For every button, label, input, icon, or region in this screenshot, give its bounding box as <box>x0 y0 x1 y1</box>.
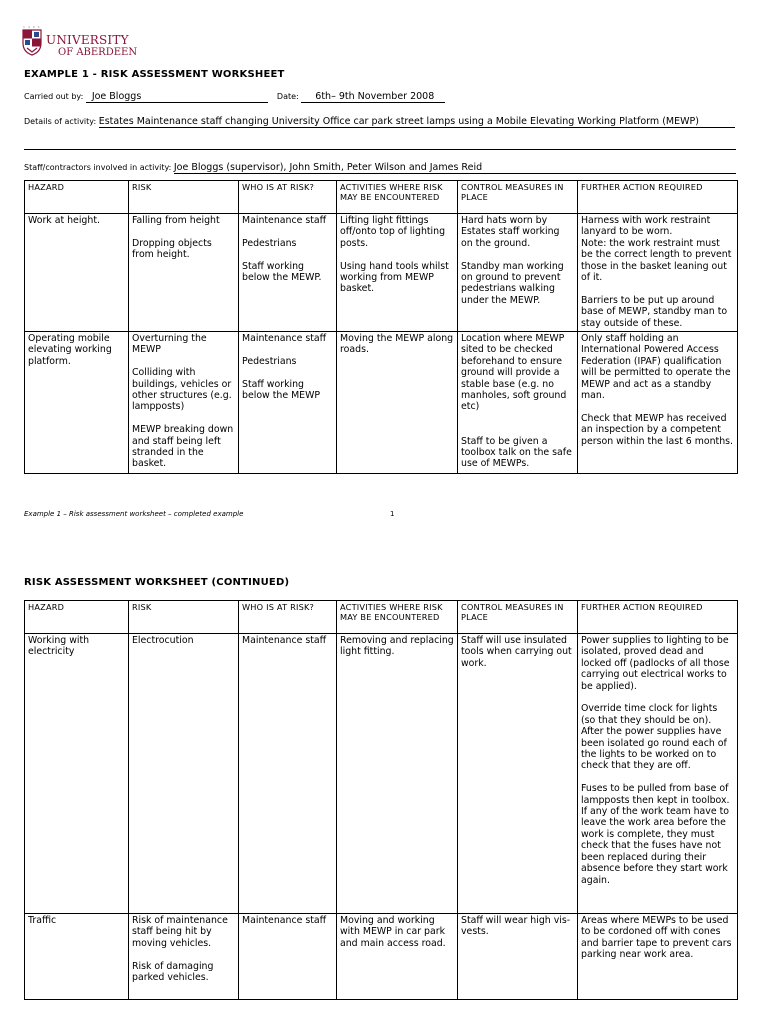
cell-text: Moving and working with MEWP in car park and main access road. <box>340 915 446 949</box>
page-number: 1 <box>390 510 395 518</box>
table-row <box>25 332 738 474</box>
carried-out-value: Joe Bloggs <box>86 91 268 103</box>
cell-who <box>239 634 337 914</box>
cell-further <box>578 914 738 1000</box>
cell-text: Note: the work restraint must be the correct length to prevent those in the basket leaning out of it. <box>581 237 732 284</box>
header-further: FURTHER ACTION REQUIRED <box>578 601 738 634</box>
cell-text: Barriers to be put up around base of MEWP, standby man to stay outside of these. <box>581 294 728 329</box>
cell-text: Maintenance staff <box>242 333 327 344</box>
table-header-row <box>25 181 738 214</box>
blank-line <box>340 249 454 260</box>
staff-label: Staff/contractors involved in activity: <box>24 163 172 172</box>
blank-line <box>581 692 734 703</box>
date-label: Date: <box>276 92 299 101</box>
cell-text: Colliding with buildings, vehicles or other structures (e.g. lampposts) <box>132 367 232 413</box>
cell-text: Hard hats worn by Estates staff working on the ground. <box>461 215 560 249</box>
cell-text: Overturning the MEWP <box>132 333 207 356</box>
cell-who <box>239 214 337 332</box>
cell-text: Using hand tools whilst working from MEWP basket. <box>340 260 449 295</box>
cell-text: Risk of maintenance staff being hit by moving vehicles. <box>132 915 228 949</box>
cell-text: Override time clock for lights (so that they should be on). After the power supplies have been isolated go round each of the lights to be worked on to check that they are off. <box>581 703 727 772</box>
cell-text: MEWP breaking down and staff being left stranded in the basket. <box>132 424 234 470</box>
cell-text: Falling from height <box>132 215 220 226</box>
cell-risk <box>129 634 239 914</box>
header-control: CONTROL MEASURES IN PLACE <box>458 181 578 214</box>
cell-text: Check that MEWP has received an inspection by a competent person within the last 6 months. <box>581 412 734 447</box>
continued-title: RISK ASSESSMENT WORKSHEET (CONTINUED) <box>24 577 290 588</box>
cell-text: Electrocution <box>132 635 194 646</box>
page-footer: Example 1 – Risk assessment worksheet – completed example <box>24 510 244 518</box>
blank-line <box>461 424 574 435</box>
blank-line <box>242 367 333 378</box>
cell-control <box>458 214 578 332</box>
cell-risk <box>129 332 239 474</box>
cell-text: Operating mobile elevating working platform. <box>28 333 112 367</box>
header-hazard: HAZARD <box>25 601 129 634</box>
cell-text: Areas where MEWPs to be used to be cordoned off with cones and barrier tape to prevent cars parking near work area. <box>581 915 732 961</box>
cell-text: Maintenance staff <box>242 915 327 926</box>
cell-risk <box>129 914 239 1000</box>
cell-text: Staff will use insulated tools when carrying out work. <box>461 635 572 669</box>
carried-out-label: Carried out by: <box>24 92 84 101</box>
activity-row <box>24 116 735 128</box>
header-hazard: HAZARD <box>25 181 129 214</box>
cell-text: Staff will wear high vis-vests. <box>461 915 571 938</box>
cell-control <box>458 914 578 1000</box>
table-row <box>25 214 738 332</box>
cell-further <box>578 634 738 914</box>
cell-text: Only staff holding an International Powered Access Federation (IPAF) qualification will be permitted to operate the MEWP and act as a standby man. <box>581 333 731 402</box>
cell-hazard <box>25 332 129 474</box>
activity-value: Estates Maintenance staff changing University Office car park street lamps using a Mobile Elevating Working Platform (MEWP) <box>99 116 735 128</box>
cell-text: Standby man working on ground to prevent pedestrians walking under the MEWP. <box>461 260 564 306</box>
carried-out-row <box>24 91 445 103</box>
cell-text: Harness with work restraint lanyard to be worn. <box>581 215 711 238</box>
header-who: WHO IS AT RISK? <box>239 181 337 214</box>
cell-text: Dropping objects from height. <box>132 237 212 261</box>
activity-label: Details of activity: <box>24 117 97 126</box>
risk-table-2 <box>24 600 738 1000</box>
header-risk: RISK <box>129 601 239 634</box>
cell-text: Staff working below the MEWP. <box>242 260 322 283</box>
divider <box>24 149 736 150</box>
cell-control <box>458 634 578 914</box>
blank-line <box>242 226 333 237</box>
blank-line <box>461 413 574 424</box>
header-who: WHO IS AT RISK? <box>239 601 337 634</box>
header-risk: RISK <box>129 181 239 214</box>
header-activities: ACTIVITIES WHERE RISK MAY BE ENCOUNTERED <box>337 181 458 214</box>
risk-table-1 <box>24 180 738 474</box>
staff-value: Joe Bloggs (supervisor), John Smith, Peter Wilson and James Reid <box>174 162 736 174</box>
cell-further <box>578 332 738 474</box>
header-control: CONTROL MEASURES IN PLACE <box>458 601 578 634</box>
logo-year: 1 4 9 5 <box>23 25 41 29</box>
blank-line <box>132 413 235 424</box>
cell-text: Staff to be given a toolbox talk on the safe use of MEWPs. <box>461 435 572 470</box>
cell-text: Work at height. <box>28 215 100 226</box>
cell-text: Location where MEWP sited to be checked beforehand to ensure ground will provide a stable base (e.g. no manholes, soft ground etc) <box>461 333 567 413</box>
cell-text: Pedestrians <box>242 237 297 249</box>
blank-line <box>132 949 235 960</box>
blank-line <box>461 249 574 260</box>
cell-who <box>239 332 337 474</box>
cell-text: Moving the MEWP along roads. <box>340 333 454 356</box>
blank-line <box>242 344 333 355</box>
university-logo <box>22 25 138 67</box>
table-header-row <box>25 601 738 634</box>
table-row <box>25 914 738 1000</box>
blank-line <box>581 283 734 294</box>
cell-text: Maintenance staff <box>242 215 327 226</box>
cell-text: Lifting light fittings off/onto top of lighting posts. <box>340 215 446 249</box>
cell-risk <box>129 214 239 332</box>
cell-activities <box>337 332 458 474</box>
staff-row <box>24 162 736 174</box>
logo-text-university: UNIVERSITY <box>46 33 129 47</box>
cell-text: Risk of damaging parked vehicles. <box>132 960 214 984</box>
logo-text-aberdeen: OF ABERDEEN <box>58 47 138 58</box>
blank-line <box>132 226 235 237</box>
cell-hazard <box>25 634 129 914</box>
date-value: 6th– 9th November 2008 <box>301 91 445 103</box>
cell-text: Maintenance staff <box>242 635 327 646</box>
crest-icon <box>22 29 42 56</box>
cell-text: Pedestrians <box>242 355 297 367</box>
cell-activities <box>337 634 458 914</box>
cell-hazard <box>25 914 129 1000</box>
cell-further <box>578 214 738 332</box>
cell-text: Working with electricity <box>28 635 90 658</box>
blank-line <box>581 772 734 783</box>
header-activities: ACTIVITIES WHERE RISK MAY BE ENCOUNTERED <box>337 601 458 634</box>
blank-line <box>242 249 333 260</box>
blank-line <box>581 401 734 412</box>
cell-text: Staff working below the MEWP <box>242 378 321 401</box>
cell-activities <box>337 214 458 332</box>
cell-activities <box>337 914 458 1000</box>
cell-text: Power supplies to lighting to be isolated, proved dead and locked off (padlocks of all those carrying out electrical works to be applied). <box>581 635 730 692</box>
cell-who <box>239 914 337 1000</box>
page-title: EXAMPLE 1 - RISK ASSESSMENT WORKSHEET <box>24 69 285 80</box>
cell-text: Removing and replacing light fitting. <box>340 635 454 658</box>
cell-control <box>458 332 578 474</box>
blank-line <box>132 356 235 367</box>
cell-hazard <box>25 214 129 332</box>
header-further: FURTHER ACTION REQUIRED <box>578 181 738 214</box>
cell-text: Traffic <box>28 915 57 926</box>
table-row <box>25 634 738 914</box>
cell-text: Fuses to be pulled from base of lampposts then kept in toolbox. If any of the work team have to leave the work area before the work is complete, they must check that the fuses have not been replaced during their absence before they start work again. <box>581 783 730 886</box>
